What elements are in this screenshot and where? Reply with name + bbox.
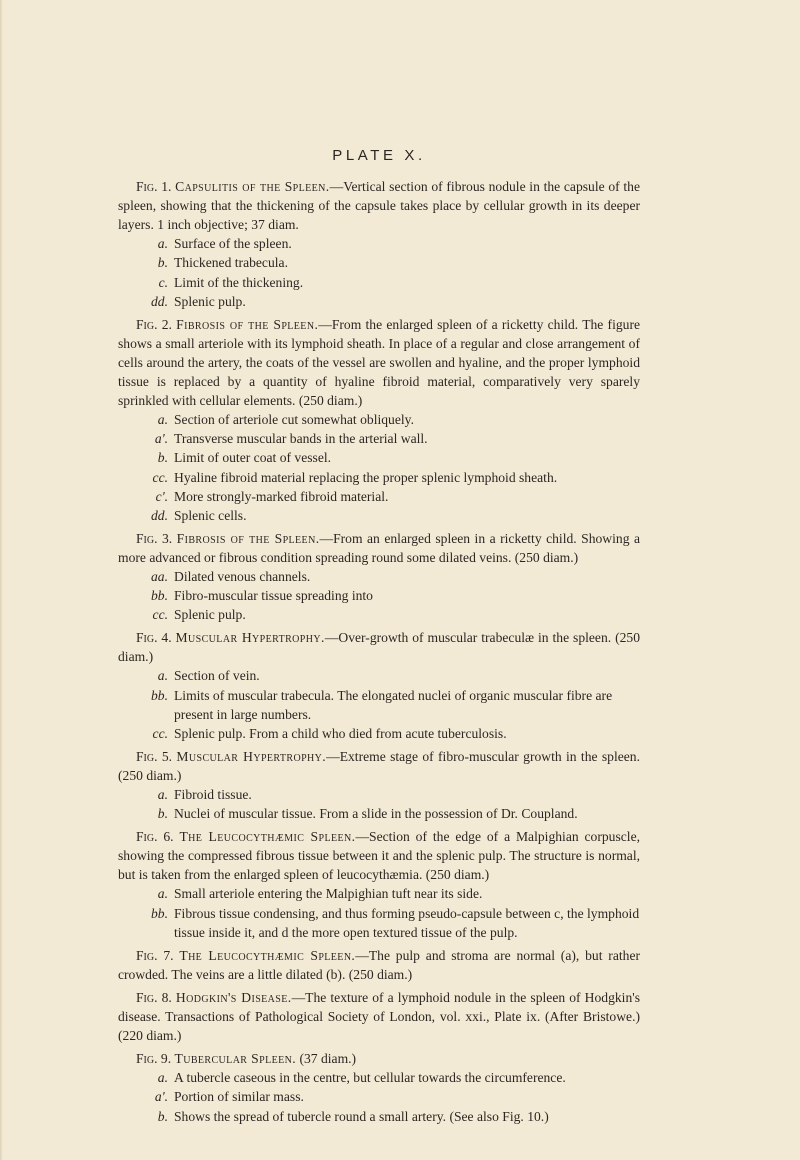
legend-label: bb. (151, 905, 168, 921)
figure-description: —From the enlarged spleen of a ricketty child. The figure shows a small arteriole with its lymphoid sheath. In place of a regular and close arrangement of cells around the artery, the coats of the vessel are swollen and hyaline, and the proper lymphoid tissue is replaced by a quantity of hyaline fibroid material, comparatively very sparely sprinkled with cellular elements. (250 diam.) (118, 316, 641, 409)
legend-description: Small arteriole entering the Malpighian tuft near its side. (174, 886, 483, 902)
legend-description: Fibroid tissue. (174, 787, 252, 802)
figure-legend (118, 1068, 640, 1125)
legend-item (118, 487, 640, 506)
legend-label: b. (157, 806, 168, 822)
figure-title: Muscular Hypertrophy. (175, 630, 325, 646)
figure-legend (118, 785, 640, 823)
legend-item (118, 448, 640, 467)
figure-description: (37 diam.) (296, 1051, 357, 1067)
legend-description: Splenic pulp. (174, 293, 246, 309)
legend-description: Section of arteriole cut somewhat obliquely. (174, 412, 414, 428)
legend-item (118, 429, 640, 448)
legend-description: Splenic cells. (174, 507, 247, 523)
figure-number: Fig. 1. (136, 179, 172, 195)
legend-description: Splenic pulp. From a child who died from acute tuberculosis. (174, 725, 507, 741)
figure-title: The Leucocythæmic Spleen. (179, 829, 356, 845)
figure-description: —Section of the edge of a Malpighian corpuscle, showing the compressed fibrous tissue between it and the splenic pulp. The structure is normal, but is taken from the enlarged spleen of leucocythæmia. (250 diam.) (118, 829, 641, 883)
figure-description: —The texture of a lymphoid nodule in the spleen of Hodgkin's disease. Transactions of Pathological Society of London, vol. xxi., Plate ix. (After Bristowe.) (220 diam.) (118, 989, 640, 1044)
figure-caption (118, 1049, 640, 1068)
legend-item (118, 724, 640, 743)
legend-item (118, 410, 640, 429)
legend-label: a. (157, 236, 168, 252)
figure-number: Fig. 2. (136, 316, 172, 332)
figure-6 (118, 827, 640, 942)
legend-description: A tubercle caseous in the centre, but cellular towards the circumference. (174, 1070, 566, 1086)
figure-8 (118, 988, 640, 1045)
legend-label: a. (157, 886, 168, 902)
legend-label: a. (157, 1070, 168, 1086)
legend-description: Section of vein. (174, 668, 260, 684)
figure-title: Tubercular Spleen. (174, 1051, 297, 1067)
legend-label: a. (157, 787, 168, 802)
legend-item (118, 1068, 640, 1087)
legend-label: a'. (154, 431, 168, 447)
legend-item (118, 804, 640, 823)
legend-item (118, 506, 640, 525)
legend-label: aa. (151, 568, 168, 584)
legend-item (118, 666, 640, 685)
figure-number: Fig. 8. (136, 989, 172, 1005)
legend-label: b. (157, 1108, 168, 1124)
legend-item (118, 1107, 640, 1126)
legend-description: Limit of the thickening. (174, 274, 304, 290)
figure-number: Fig. 3. (136, 530, 173, 546)
figure-5 (118, 747, 640, 823)
figure-legend (118, 666, 640, 742)
figure-number: Fig. 9. (136, 1051, 172, 1067)
plate-title: PLATE X. (332, 147, 426, 164)
figure-title: Fibrosis of the Spleen. (176, 530, 320, 546)
figure-description: —The pulp and stroma are normal (a), but rather crowded. The veins are a little dilated (b). (250 diam.) (118, 947, 641, 982)
legend-item (118, 686, 640, 724)
legend-item (118, 273, 640, 292)
legend-description: Surface of the spleen. (174, 236, 292, 252)
figure-title: Hodgkin's Disease. (175, 989, 292, 1005)
figure-caption (118, 628, 640, 666)
figure-caption (118, 315, 640, 410)
legend-label: bb. (151, 687, 168, 703)
legend-item (118, 1087, 640, 1106)
figure-caption (118, 827, 640, 884)
figure-number: Fig. 4. (136, 630, 172, 646)
page-edge-shadow (0, 0, 3, 1160)
legend-description: Shows the spread of tubercle round a small artery. (See also Fig. 10.) (174, 1108, 549, 1124)
figure-description: —From an enlarged spleen in a ricketty child. Showing a more advanced or fibrous condition spreading round some dilated veins. (250 diam.) (118, 530, 641, 565)
legend-item (118, 567, 640, 586)
figure-7 (118, 946, 640, 984)
figure-number: Fig. 6. (136, 829, 174, 845)
legend-description: Limits of muscular trabecula. The elongated nuclei of organic muscular fibre are present in large numbers. (174, 687, 613, 722)
legend-item (118, 904, 640, 942)
figure-legend (118, 234, 640, 310)
figure-title: The Leucocythæmic Spleen. (179, 947, 356, 963)
figure-caption (118, 529, 640, 567)
legend-description: Nuclei of muscular tissue. From a slide in the possession of Dr. Coupland. (174, 806, 578, 822)
figure-legend (118, 884, 640, 941)
figure-caption (118, 177, 640, 234)
figures-list (118, 177, 640, 1126)
figure-caption (118, 747, 640, 785)
legend-label: bb. (151, 588, 168, 604)
figure-legend (118, 567, 640, 624)
legend-label: a. (157, 412, 168, 428)
legend-description: Fibrous tissue condensing, and thus forming pseudo-capsule between c, the lymphoid tissue inside it, and d the more open textured tissue of the pulp. (174, 905, 640, 940)
legend-label: dd. (151, 293, 168, 309)
legend-item (118, 292, 640, 311)
legend-label: c. (158, 274, 168, 290)
figure-4 (118, 628, 640, 743)
figure-legend (118, 410, 640, 525)
legend-item (118, 253, 640, 272)
legend-label: c'. (155, 488, 168, 504)
legend-description: Dilated venous channels. (174, 568, 311, 584)
legend-description: More strongly-marked fibroid material. (174, 488, 389, 504)
legend-description: Fibro-muscular tissue spreading into (174, 588, 373, 604)
legend-description: Portion of similar mass. (174, 1089, 304, 1105)
figure-description: —Over-growth of muscular trabeculæ in the spleen. (250 diam.) (118, 630, 640, 665)
legend-label: a. (157, 668, 168, 684)
legend-label: cc. (152, 469, 168, 485)
legend-label: a'. (154, 1089, 168, 1105)
legend-description: Splenic pulp. (174, 607, 246, 623)
legend-description: Thickened trabecula. (174, 255, 288, 271)
figure-description: —Vertical section of fibrous nodule in the capsule of the spleen, showing that the thickening of the capsule takes place by cellular growth in its deeper layers. 1 inch objective; 37 diam. (118, 179, 640, 233)
figure-number: Fig. 7. (136, 947, 174, 963)
legend-item (118, 468, 640, 487)
legend-item (118, 605, 640, 624)
legend-label: cc. (152, 607, 168, 623)
legend-label: cc. (152, 725, 168, 741)
figure-title: Muscular Hypertrophy. (176, 748, 327, 764)
figure-caption (118, 988, 640, 1045)
legend-description: Transverse muscular bands in the arterial wall. (174, 431, 428, 447)
figure-3 (118, 529, 640, 624)
legend-item (118, 785, 640, 804)
figure-description: —Extreme stage of fibro-muscular growth in the spleen. (250 diam.) (118, 748, 640, 783)
figure-number: Fig. 5. (136, 748, 173, 764)
legend-label: dd. (151, 507, 168, 523)
legend-description: Hyaline fibroid material replacing the proper splenic lymphoid sheath. (174, 469, 558, 485)
figure-1 (118, 177, 640, 311)
plate-description-page (118, 146, 640, 1130)
figure-title: Fibrosis of the Spleen. (176, 316, 319, 332)
legend-label: b. (157, 255, 168, 271)
figure-2 (118, 315, 640, 525)
legend-description: Limit of outer coat of vessel. (174, 450, 332, 466)
figure-caption (118, 946, 640, 984)
legend-label: b. (157, 450, 168, 466)
legend-item (118, 884, 640, 903)
figure-9 (118, 1049, 640, 1125)
legend-item (118, 234, 640, 253)
legend-item (118, 586, 640, 605)
figure-title: Capsulitis of the Spleen. (175, 179, 330, 195)
